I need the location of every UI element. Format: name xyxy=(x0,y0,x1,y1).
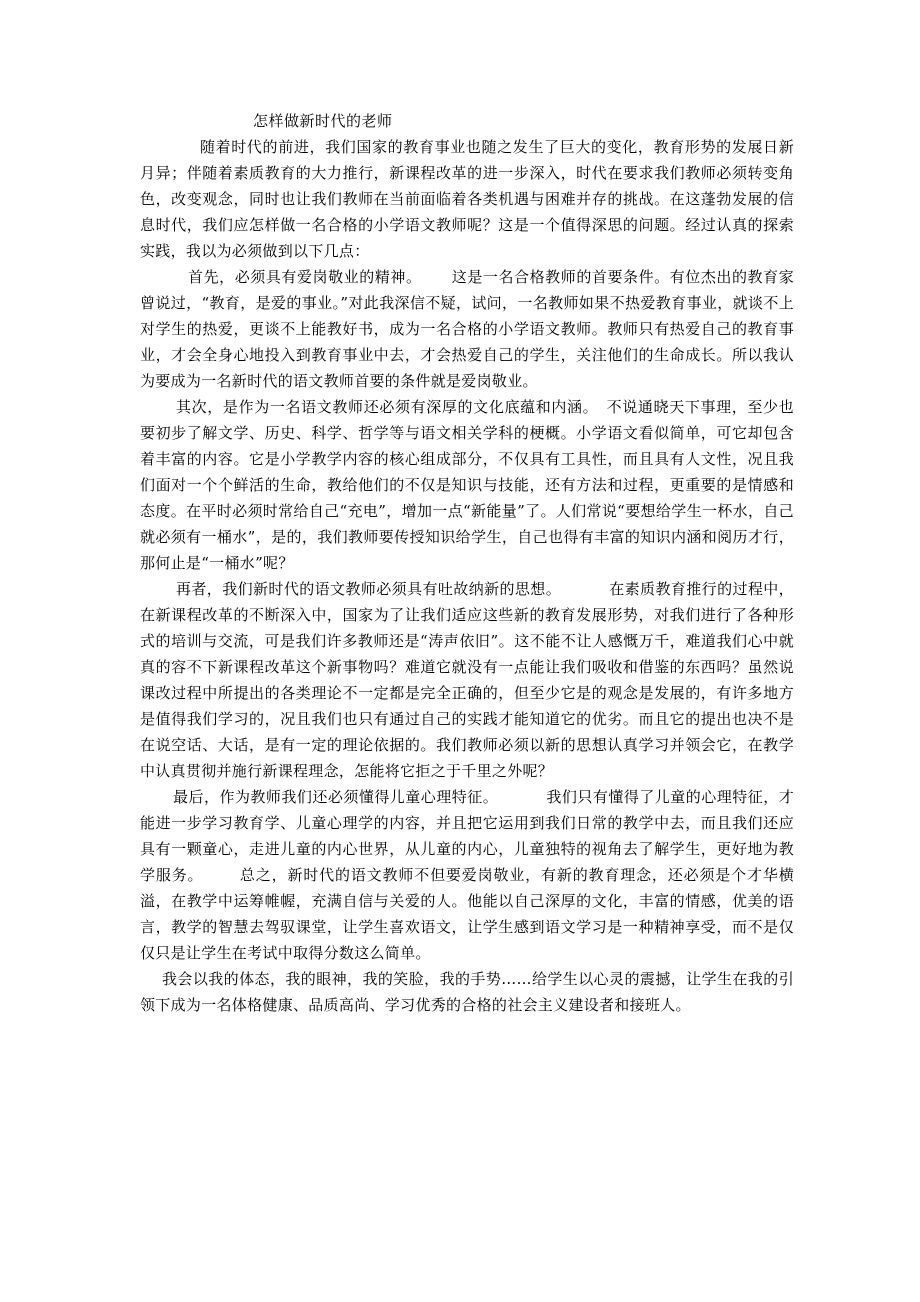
paragraph-conclusion: 总之，新时代的语文教师不但要爱岗敬业，有新的教育理念，还必须是个才华横溢，在教学中运筹帷幄，充满自信与关爱的人。他能以自己深厚的文化，丰富的情感，优美的语言，教学的智慧去驾驭课堂，让学生喜欢语文，让学生感到语文学习是一种精神享受，而不是仅仅只是让学生在考试中取得分数这么简单。 xyxy=(140,866,794,962)
paragraph-fourth-point-lead: 最后，作为教师我们还必须懂得儿童心理特征。 xyxy=(173,788,499,806)
paragraph-first-point xyxy=(140,264,794,394)
paragraph-second-point xyxy=(140,394,794,576)
paragraph-closing-body: 我会以我的体态，我的眼神，我的笑脸，我的手势……给学生以心灵的震撼，让学生在我的引领下成为一名体格健康、品质高尚、学习优秀的合格的社会主义建设者和接班人。 xyxy=(140,970,794,1014)
document-page xyxy=(140,108,794,1018)
paragraph-intro xyxy=(140,134,794,264)
paragraph-second-point-body: 不说通晓天下事理，至少也要初步了解文学、历史、科学、哲学等与语文相关学科的梗概。小学语文看似简单，可它却包含着丰富的内容。它是小学教学内容的核心组成部分，不仅具有工具性，而且具有人文性，况且我们面对一个个鲜活的生命，教给他们的不仅是知识与技能，还有方法和过程，更重要的是情感和态度。在平时必须时常给自己“充电”，增加一点“新能量”了。人们常说“要想给学生一杯水，自己就必须有一桶水”，是的，我们教师要传授知识给学生，自己也得有丰富的知识内涵和阅历才行，那何止是“一桶水”呢？ xyxy=(140,398,794,572)
paragraph-closing xyxy=(140,966,794,1018)
paragraph-intro-body: 随着时代的前进，我们国家的教育事业也随之发生了巨大的变化，教育形势的发展日新月异；伴随着素质教育的大力推行，新课程改革的进一步深入，时代在要求我们教师必须转变角色，改变观念，同时也让我们教师在当前面临着各类机遇与困难并存的挑战。在这蓬勃发展的信息时代，我们应怎样做一名合格的小学语文教师呢？这是一个值得深思的问题。经过认真的探索实践，我以为必须做到以下几点： xyxy=(140,138,794,260)
paragraph-first-point-lead: 首先，必须具有爱岗敬业的精神。 xyxy=(188,268,422,286)
paragraph-second-point-lead: 其次，是作为一名语文教师还必须有深厚的文化底蕴和内涵。 xyxy=(176,398,599,416)
paragraph-third-point-body: 在素质教育推行的过程中，在新课程改革的不断深入中，国家为了让我们适应这些新的教育发展形势，对我们进行了各种形式的培训与交流，可是我们许多教师还是“涛声依旧”。这不能不让人感慨万千，难道我们心中就真的容不下新课程改革这个新事物吗？难道它就没有一点能让我们吸收和借鉴的东西吗？虽然说课改过程中所提出的各类理论不一定都是完全正确的，但至少它是的观念是发展的，有许多地方是值得我们学习的，况且我们也只有通过自己的实践才能知道它的优劣。而且它的提出也决不是在说空话、大话，是有一定的理论依据的。我们教师必须以新的思想认真学习并领会它，在教学中认真贯彻并施行新课程理念，怎能将它拒之于千里之外呢？ xyxy=(140,580,794,780)
paragraph-fourth-point-body: 我们只有懂得了儿童的心理特征，才能进一步学习教育学、儿童心理学的内容，并且把它运用到我们日常的教学中去，而且我们还应具有一颗童心，走进儿童的内心世界，从儿童的内心，儿童独特的视角去了解学生，更好地为教学服务。 xyxy=(140,788,794,884)
paragraph-third-point xyxy=(140,576,794,784)
paragraph-first-point-body: 这是一名合格教师的首要条件。有位杰出的教育家曾说过，“教育，是爱的事业。”对此我深信不疑，试问，一名教师如果不热爱教育事业，就谈不上对学生的热爱，更谈不上能教好书，成为一名合格的小学语文教师。教师只有热爱自己的教育事业，才会全身心地投入到教育事业中去，才会热爱自己的学生，关注他们的生命成长。所以我认为要成为一名新时代的语文教师首要的条件就是爱岗敬业。 xyxy=(140,268,794,390)
document-title: 怎样做新时代的老师 xyxy=(253,112,393,130)
paragraph-third-point-lead: 再者，我们新时代的语文教师必须具有吐故纳新的思想。 xyxy=(176,580,562,598)
paragraph-fourth-point xyxy=(140,784,794,966)
